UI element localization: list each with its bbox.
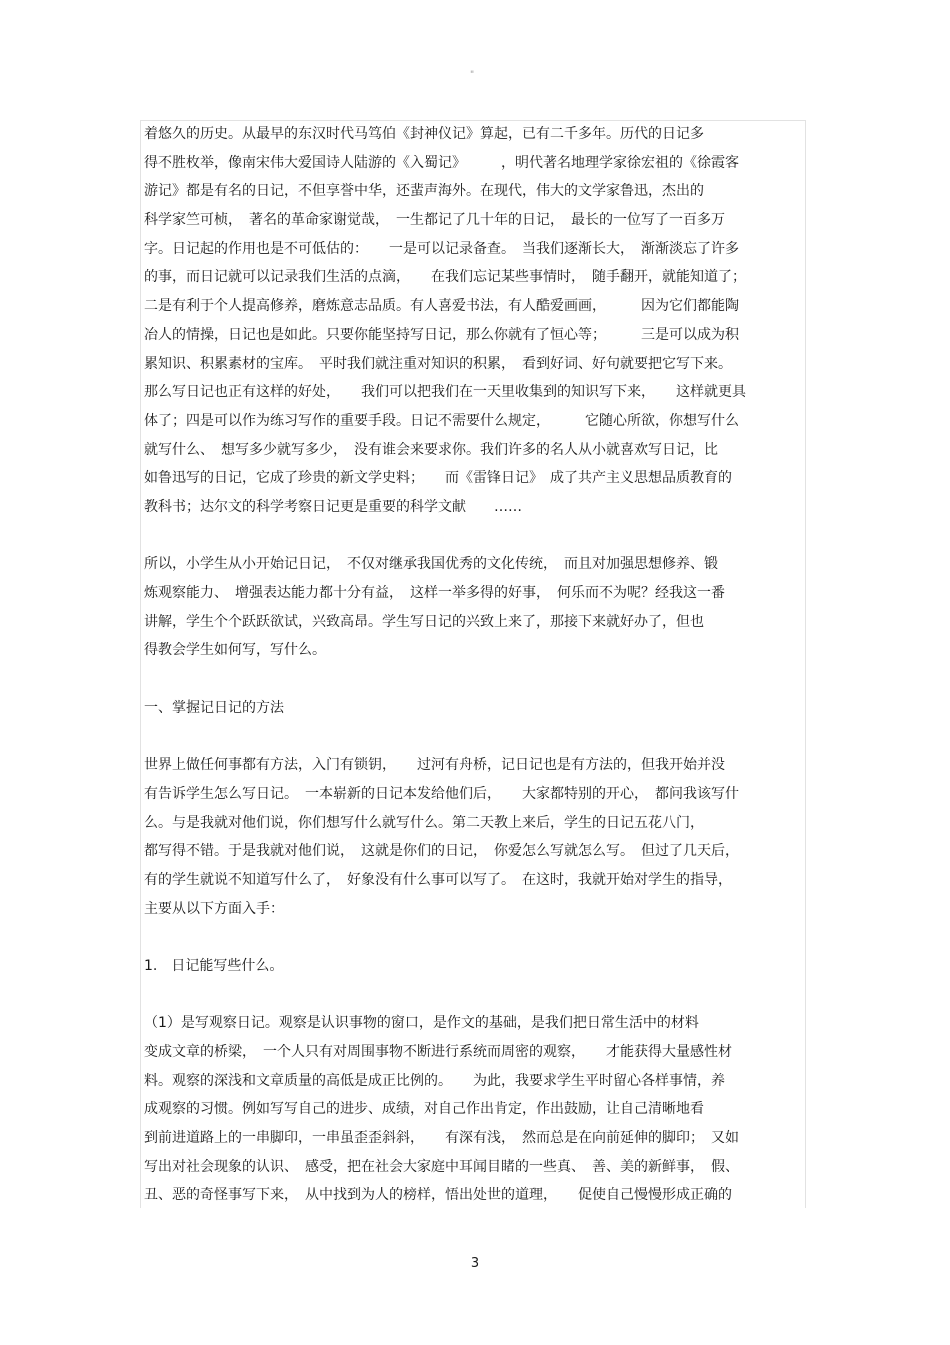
text-line: 科学家竺可桢， 著名的革命家谢觉哉， 一生都记了几十年的日记， 最长的一位写了一百多万 — [144, 212, 725, 229]
text-line: 1. 日记能写些什么。 — [144, 957, 284, 974]
text-line: 所以，小学生从小开始记日记， 不仅对继承我国优秀的文化传统， 而且对加强思想修养、锻 — [144, 556, 718, 573]
text-line: 料。观察的深浅和文章质量的高低是成正比例的。 为此，我要求学生平时留心各样事情，养 — [144, 1072, 725, 1089]
text-line: 都写得不错。于是我就对他们说， 这就是你们的日记， 你爱怎么写就怎么写。 但过了几天后， — [144, 843, 739, 860]
text-line: 着悠久的历史。从最早的东汉时代马笃伯《封神仪记》算起，已有二千多年。历代的日记多 — [144, 126, 704, 142]
text-line: （1）是写观察日记。观察是认识事物的窗口，是作文的基础，是我们把日常生活中的材料 — [144, 1015, 699, 1032]
text-line: 一、掌握记日记的方法 — [144, 699, 284, 716]
text-line: 丑、恶的奇怪事写下来， 从中找到为人的榜样，悟出处世的道理， 促使自己慢慢形成正确的 — [144, 1187, 732, 1204]
text-line: 成观察的习惯。例如写写自己的进步、成绩，对自己作出肯定，作出鼓励，让自己清晰地看 — [144, 1101, 704, 1118]
text-line: 那么写日记也正有这样的好处， 我们可以把我们在一天里收集到的知识写下来， 这样就更具 — [144, 384, 746, 401]
text-line: 得不胜枚举，像南宋伟大爱国诗人陆游的《入蜀记》 ，明代著名地理学家徐宏祖的《徐霞客 — [144, 154, 739, 171]
paragraph-gap — [144, 522, 814, 551]
text-line: 讲解，学生个个跃跃欲试，兴致高昂。学生写日记的兴致上来了，那接下来就好办了，但也 — [144, 613, 704, 630]
text-line: 有告诉学生怎么写日记。 一本崭新的日记本发给他们后， 大家都特别的开心， 都问我该写什 — [144, 785, 739, 802]
text-line: 教科书；达尔文的科学考察日记更是重要的科学文献 …… — [144, 498, 522, 515]
text-line: 累知识、积累素材的宝库。 平时我们就注重对知识的积累， 看到好词、好句就要把它写下来。 — [144, 355, 732, 372]
text-line: 就写什么、 想写多少就写多少， 没有谁会来要求你。我们许多的名人从小就喜欢写日记，比 — [144, 441, 718, 458]
text-line: 么。与是我就对他们说，你们想写什么就写什么。第二天教上来后，学生的日记五花八门， — [144, 814, 704, 831]
text-line: 炼观察能力、 增强表达能力都十分有益， 这样一举多得的好事， 何乐而不为呢？经我这一番 — [144, 585, 725, 601]
text-line: 体了；四是可以作为练习写作的重要手段。日记不需要什么规定， 它随心所欲，你想写什么 — [144, 412, 739, 429]
text-line: 写出对社会现象的认识、 感受，把在社会大家庭中耳闻目睹的一些真、 善、美的新鲜事， 假、 — [144, 1158, 739, 1175]
text-line: 主要从以下方面入手： — [144, 900, 284, 917]
text-line: 冶人的情操，日记也是如此。只要你能坚持写日记，那么你就有了恒心等； 三是可以成为积 — [144, 326, 739, 343]
page-number: 3 — [470, 1256, 480, 1271]
text-line: 到前进道路上的一串脚印，一串虽歪歪斜斜， 有深有浅， 然而总是在向前延伸的脚印； 又如 — [144, 1130, 739, 1147]
paragraph-gap — [144, 923, 814, 952]
text-line: 的事，而日记就可以记录我们生活的点滴， 在我们忘记某些事情时， 随手翻开，就能知道了； — [144, 269, 746, 286]
text-line: 得教会学生如何写，写什么。 — [144, 642, 326, 659]
text-line: 二是有利于个人提高修养，磨炼意志品质。有人喜爱书法，有人酷爱画画， 因为它们都能陶 — [144, 298, 739, 315]
text-line: 世界上做任何事都有方法，入门有锁钥， 过河有舟桥，记日记也是有方法的，但我开始并没 — [144, 757, 725, 774]
text-line: 游记》都是有名的日记，不但享誉中华，还蜚声海外。在现代，伟大的文学家鲁迅，杰出的 — [144, 183, 704, 200]
paragraph-gap — [144, 722, 814, 751]
text-line: 字。日记起的作用也是不可低估的： 一是可以记录备查。 当我们逐渐长大， 渐渐淡忘了许多 — [144, 240, 739, 257]
text-line: 变成文章的桥梁， 一个人只有对周围事物不断进行系统而周密的观察， 才能获得大量感性材 — [144, 1044, 732, 1060]
header-mark: " — [470, 70, 475, 80]
paragraph-gap — [144, 981, 814, 1010]
text-line: 有的学生就说不知道写什么了， 好象没有什么事可以写了。 在这时，我就开始对学生的指导， — [144, 871, 732, 888]
text-line: 如鲁迅写的日记，它成了珍贵的新文学史料； 而《雷锋日记》 成了共产主义思想品质教育的 — [144, 470, 732, 487]
body-text — [144, 120, 814, 1210]
paragraph-gap — [144, 665, 814, 694]
